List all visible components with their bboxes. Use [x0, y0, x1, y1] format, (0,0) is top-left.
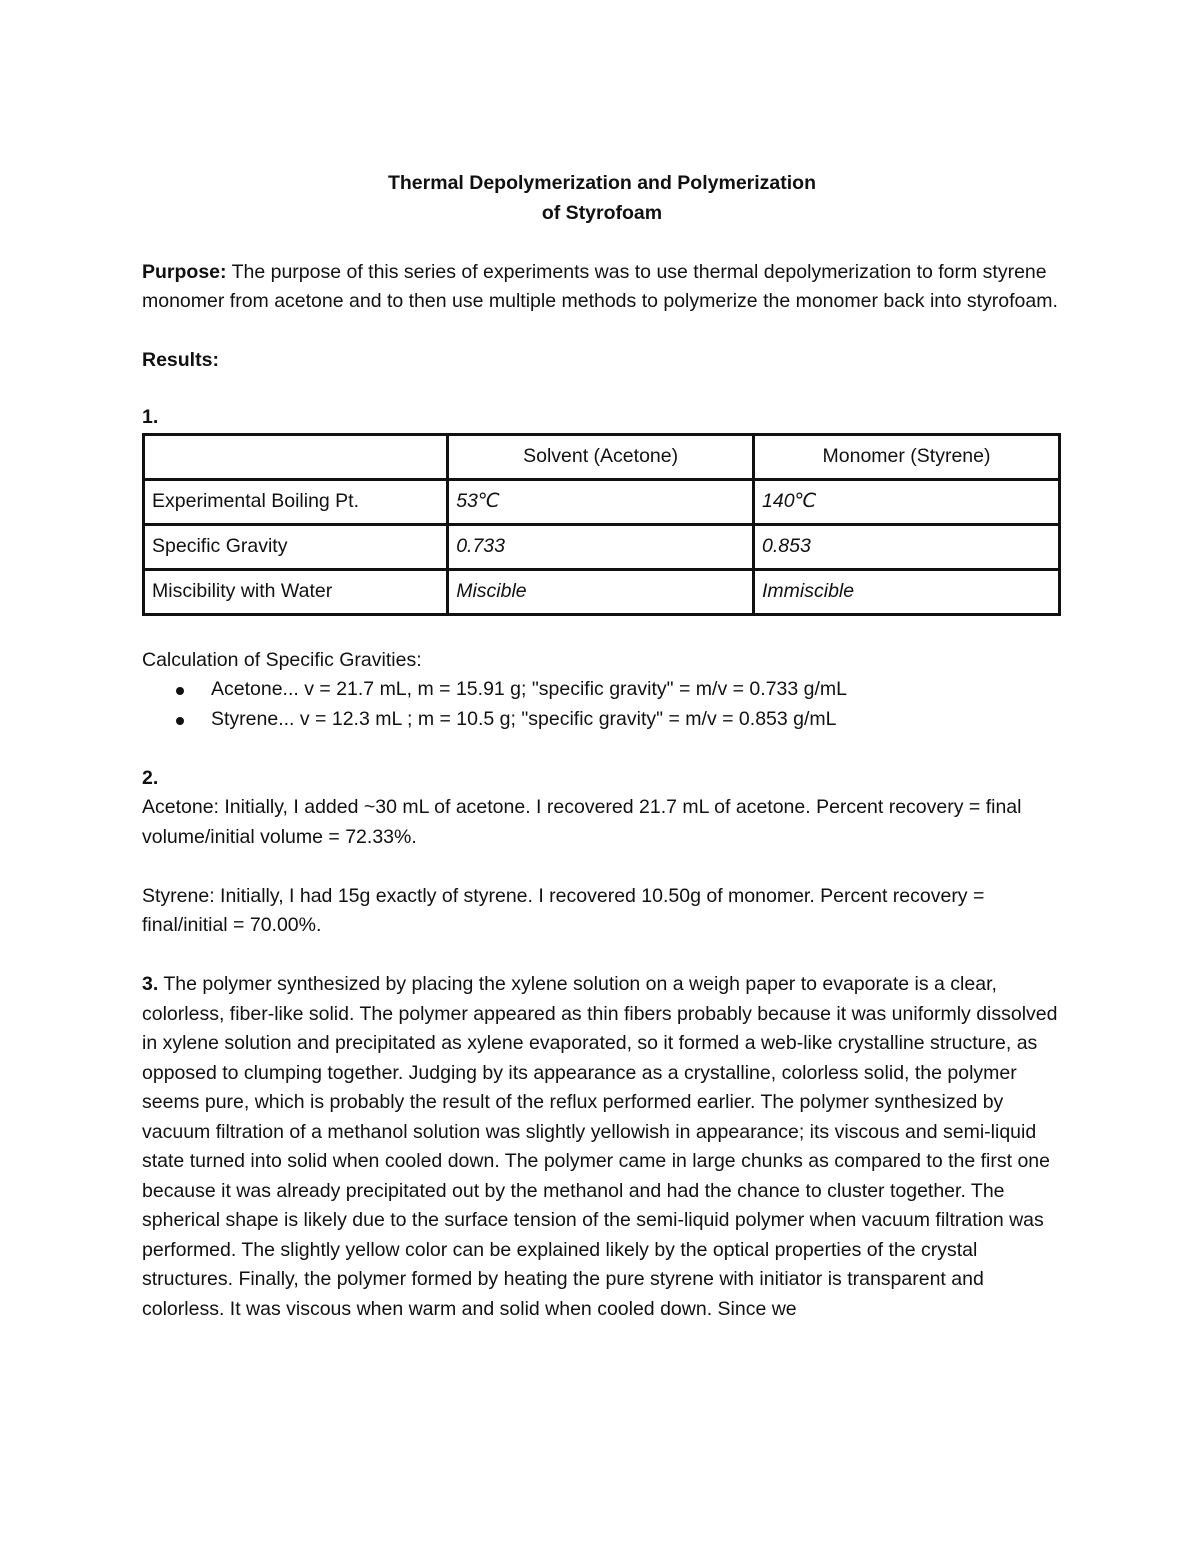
table-row	[144, 525, 1060, 570]
section-3-paragraph	[142, 970, 1062, 1324]
title-line-2: of Styrofoam	[541, 202, 663, 224]
table-cell: 140℃	[754, 480, 1060, 525]
list-item	[176, 705, 1062, 735]
list-item	[176, 675, 1062, 705]
calc-item-text: Styrene... v = 12.3 mL ; m = 10.5 g; "specific gravity" = m/v = 0.853 g/mL	[211, 707, 837, 730]
table-row-label: Specific Gravity	[144, 525, 448, 570]
table-header-cell	[144, 435, 448, 480]
title-line-1: Thermal Depolymerization and Polymerization	[387, 172, 816, 194]
calc-item-text: Acetone... v = 21.7 mL, m = 15.91 g; "specific gravity" = m/v = 0.733 g/mL	[211, 678, 847, 700]
calc-heading: Calculation of Specific Gravities:	[142, 648, 422, 671]
purpose-text: The purpose of this series of experiments was to use thermal depolymerization to form styrene monomer from acetone and to then use multiple methods to polymerize the monomer back into styrofoam.	[142, 260, 1058, 312]
bullet-icon	[176, 687, 184, 695]
results-heading: Results:	[142, 349, 219, 371]
section-2-number: 2.	[142, 766, 159, 789]
table-row	[144, 480, 1060, 525]
acetone-recovery-paragraph: Acetone: Initially, I added ~30 mL of acetone. I recovered 21.7 mL of acetone. Percent recovery = final volume/initial volume = 72.33%.	[142, 796, 1022, 848]
purpose-label: Purpose:	[142, 260, 227, 283]
table-header-row	[144, 435, 1060, 480]
table-row	[144, 570, 1060, 615]
bullet-icon	[176, 717, 184, 725]
section-3-text: The polymer synthesized by placing the xylene solution on a weigh paper to evaporate is a clear, colorless, fiber-like solid. The polymer appeared as thin fibers probably because it was uniformly dissolved in xylene solution and precipitated as xylene evaporated, so it formed a web-like crystalline structure, as opposed to clumping together. Judging by its appearance as a crystalline, colorless solid, the polymer seems pure, which is probably the result of the reflux performed earlier. The polymer synthesized by vacuum filtration of a methanol solution was slightly yellowish in appearance; its viscous and semi-liquid state turned into solid when cooled down. The polymer came in large chunks as compared to the first one because it was already precipitated out by the methanol and had the chance to cluster together. The spherical shape is likely due to the surface tension of the semi-liquid polymer when vacuum filtration was performed. The slightly yellow color can be explained likely by the optical properties of the crystal structures. Finally, the polymer formed by heating the pure styrene with initiator is transparent and colorless. It was viscous when warm and solid when cooled down. Since we	[142, 973, 1058, 1320]
table-cell: Immiscible	[754, 570, 1060, 615]
table-row-label: Experimental Boiling Pt.	[144, 480, 448, 525]
purpose-paragraph	[142, 258, 1062, 317]
table-row-label: Miscibility with Water	[144, 570, 448, 615]
properties-table	[142, 433, 1061, 616]
section-1-number: 1.	[142, 405, 159, 428]
document-body	[142, 168, 1062, 1324]
table-cell: Miscible	[448, 570, 754, 615]
styrene-recovery-paragraph: Styrene: Initially, I had 15g exactly of styrene. I recovered 10.50g of monomer. Percent recovery = final/initial = 70.00%.	[142, 884, 985, 936]
table-cell: 0.733	[448, 525, 754, 570]
section-3-number: 3.	[142, 973, 159, 995]
calc-list	[142, 675, 1062, 734]
table-header-cell: Solvent (Acetone)	[448, 435, 754, 480]
table-header-cell: Monomer (Styrene)	[754, 435, 1060, 480]
table-cell: 0.853	[754, 525, 1060, 570]
table-cell: 53℃	[448, 480, 754, 525]
